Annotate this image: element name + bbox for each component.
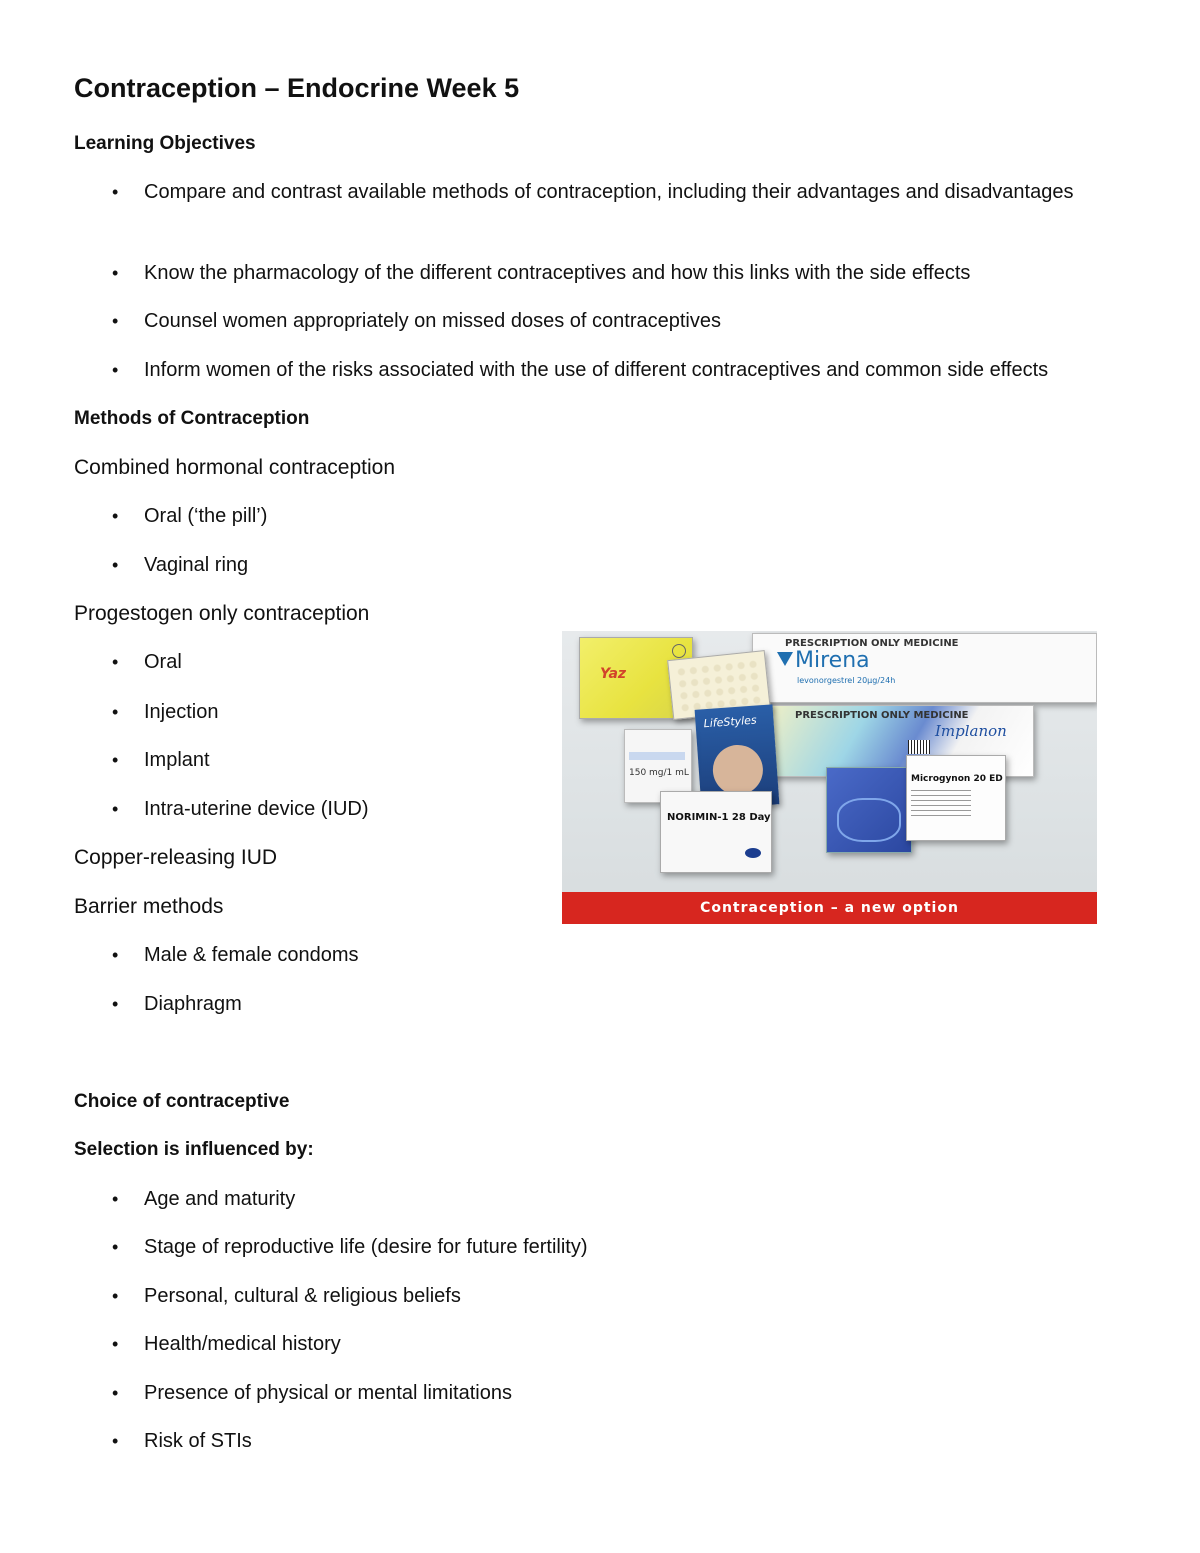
microgynon-brand: Microgynon 20 ED [911, 774, 1003, 784]
objective-item: • Counsel women appropriately on missed doses of contraceptives [144, 305, 721, 337]
blue-box [826, 767, 912, 853]
page-title: Contraception – Endocrine Week 5 [74, 73, 520, 103]
mirena-box [752, 633, 1097, 703]
mirena-dose: levonorgestrel 20µg/24h [797, 676, 896, 685]
copper-label: Copper-releasing IUD [74, 846, 278, 869]
progestogen-item: • Intra-uterine device (IUD) [144, 793, 369, 825]
depo-stripe [629, 752, 685, 760]
combined-label: Combined hormonal contraception [74, 456, 396, 479]
microgynon-text-lines [911, 790, 971, 820]
mirena-brand: Mirena [795, 648, 870, 673]
progestogen-label: Progestogen only contraception [74, 602, 370, 625]
choice-item: • Health/medical history [144, 1328, 341, 1360]
contraceptive-products-photo [562, 631, 1097, 924]
objective-item: • Compare and contrast available methods of contraception, including their advantages and disadvantages [144, 176, 1074, 208]
choice-item: • Risk of STIs [144, 1425, 252, 1457]
methods-heading: Methods of Contraception [74, 408, 310, 429]
bayer-logo-icon [672, 644, 686, 658]
implanon-label: PRESCRIPTION ONLY MEDICINE [795, 710, 969, 721]
couple-image [711, 743, 764, 796]
mirena-logo-icon [777, 652, 793, 666]
barcode-icon [908, 740, 930, 754]
pfizer-logo-icon [745, 848, 761, 858]
depo-dose: 150 mg/1 mL [629, 768, 689, 778]
implanon-brand: Implanon [935, 722, 1007, 740]
wave-graphic [837, 798, 901, 842]
barrier-item: • Diaphragm [144, 988, 242, 1020]
choice-heading: Choice of contraceptive [74, 1091, 290, 1112]
progestogen-item: • Implant [144, 744, 210, 776]
objective-item: • Inform women of the risks associated with the use of different contraceptives and common side effects [144, 354, 1048, 386]
choice-item: • Stage of reproductive life (desire for future fertility) [144, 1231, 588, 1263]
barrier-item: • Male & female condoms [144, 939, 359, 971]
choice-subheading: Selection is influenced by: [74, 1139, 314, 1160]
combined-item: • Vaginal ring [144, 549, 248, 581]
photo-banner: Contraception – a new option [562, 892, 1097, 924]
norimin-box [660, 791, 772, 873]
norimin-brand: NORIMIN-1 28 Day [667, 812, 771, 823]
barrier-label: Barrier methods [74, 895, 224, 918]
microgynon-box [906, 755, 1006, 841]
choice-item: • Personal, cultural & religious beliefs [144, 1280, 461, 1312]
pill-grid [675, 658, 763, 713]
yaz-brand: Yaz [600, 666, 627, 682]
objective-item: • Know the pharmacology of the different contraceptives and how this links with the side effects [144, 257, 970, 289]
mirena-label: PRESCRIPTION ONLY MEDICINE [785, 638, 959, 649]
lifestyles-brand: LifeStyles [703, 713, 758, 731]
choice-item: • Age and maturity [144, 1183, 295, 1215]
combined-item: • Oral (‘the pill’) [144, 500, 267, 532]
progestogen-item: • Oral [144, 646, 182, 678]
learning-objectives-heading: Learning Objectives [74, 133, 256, 154]
choice-item: • Presence of physical or mental limitations [144, 1377, 512, 1409]
progestogen-item: • Injection [144, 696, 219, 728]
